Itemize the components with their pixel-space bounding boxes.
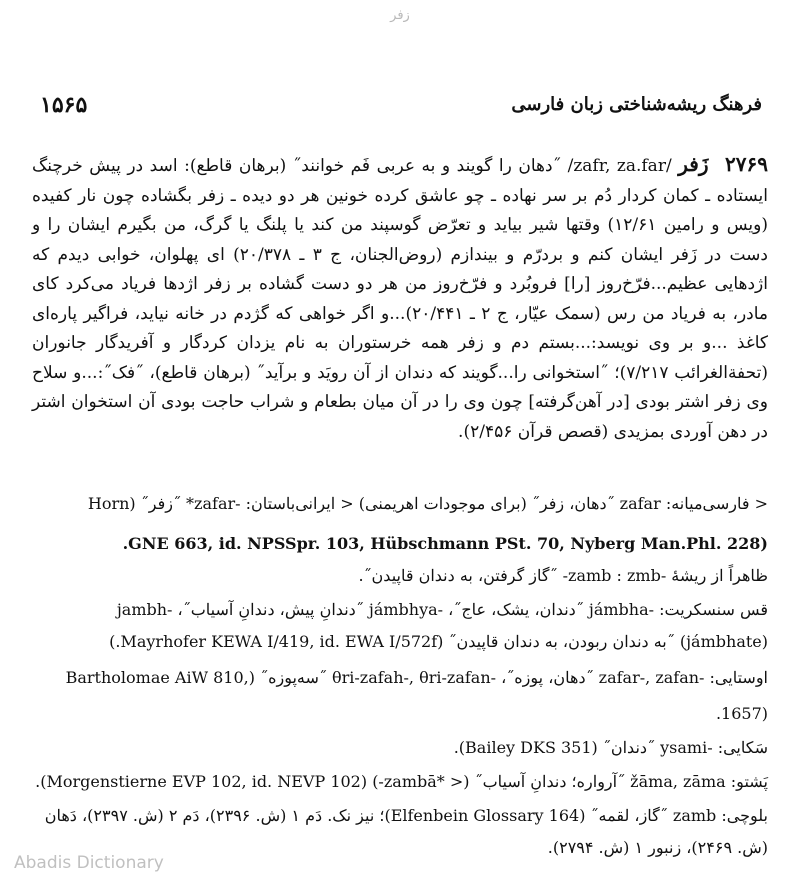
- dictionary-entry: [32, 150, 768, 447]
- etym-middle-persian-refs: (GNE 663, id. NPSSpr. 103, Hübschmann PSt. 70, Nyberg Man.Phl. 228.: [122, 534, 768, 553]
- etym-saka: سَکایی: -ysami ˝دندان˝ (Bailey DKS 351).: [453, 738, 768, 757]
- etym-baluchi: بلوچی: zamb ˝گاز، لقمه˝ (Elfenbein Glossary 164)؛ نیز نک. دَم ۱ (ش. ۲۳۹۶)، دَم ۲ (ش. ۲۳۹۷)، دَهان: [44, 806, 768, 825]
- etym-avestan: اوستایی: -zafar-, zafan ˝دهان، پوزه˝، -θri-zafah-, θri-zafan ˝سه‌پوزه˝ (,Bartholomae AiW 810: [65, 668, 768, 687]
- entry-headword: زَفر: [678, 152, 709, 176]
- page-number: ۱۵۶۵: [40, 92, 88, 118]
- etym-sanskrit-refs: (jámbhate) ˝به دندان ربودن، به دندان قاپیدن˝ (Mayrhofer KEWA I/419, id. EWA I/572f.): [109, 632, 768, 651]
- entry-paragraph: [32, 150, 768, 447]
- etym-avestan-refs: (1657.: [715, 704, 768, 723]
- entry-body: /zafr, za.far/ ˝دهان را گویند و به عربی فَم خوانند˝ (برهان قاطع): اسد در پیش خرچنگ ایستاده ـ کمان کردار دُم بر سر نهاده ـ چو عاشق کرده خونین هر دو دیده ـ زفر بگشاده چون نار کفیده (ویس و رامین ۱۲/۶۱) وقتها شیر بیاید و تعرّض گوسپند من کند یا پلنگ یا گرگ، من بگیرم ایشان را و دست در زَفر ایشان کنم و بردرّم و بیندازم (روض‌الجنان، ج ۳ ـ ۲۰/۳۷۸) ای پهلوان، خوابی دیدم که اژدهایی عظیم...فرّخ‌روز [را] فروبُرد و فرّخ‌روز من هر دو دست گشاده بر زفر اژدها فریاد می‌کرد کای مادر، به فریاد من رس (سمک عیّار، ج ۲ ـ ۲۰/۴۴۱)...و اگر خواهی که گژدم در خانه نیاید، فراگیر پاره‌ای کاغذ ...و بر وی نویسد:...بستم دم و زفر همه خرستوران به نام یزدان کردگار و آفریدگار جانوران (تحفة‌الغرائب ۷/۲۱۷)؛ ˝استخوانی را...گویند که دندان از آن رویَد و برآید˝ (برهان قاطع)، ˝فک˝:...و سلاح وی زفر اشتر بودی [در آهن‌گرفته] چون وی را در آن میان بطعام و شراب حاجت بودی آن استخوان اشتر در دهن آوردی بمزیدی (قصص قرآن ۲/۴۵۶).: [32, 156, 769, 442]
- site-watermark: زفر: [390, 8, 410, 23]
- etym-baluchi-refs: (ش. ۲۴۶۹)، زنبور ۱ (ش. ۲۷۹۴).: [547, 838, 768, 857]
- etym-root: ظاهراً از ریشهٔ -zamb : zmb- ˝گاز گرفتن، به دندان قاپیدن˝.: [358, 566, 768, 585]
- etym-middle-persian: < فارسی‌میانه: zafar ˝دهان، زفر˝ (برای موجودات اهریمنی) < ایرانی‌باستان: -zafar* ˝زفر˝ (Horn: [87, 494, 768, 513]
- abadis-watermark: Abadis Dictionary: [14, 853, 164, 873]
- etym-sanskrit: قس سنسکریت: -jámbha ˝دندان، یشک، عاج˝، -jámbhya ˝دندانِ پیش، دندانِ آسیاب˝، -jambh: [116, 600, 768, 619]
- running-header: فرهنگ ریشه‌شناختی زبان فارسی: [511, 94, 762, 115]
- etym-pashto: پَشتو: žāma, zāma ˝آرواره؛ دندانِ آسیاب˝ (< *zambā-) (Morgenstierne EVP 102, id. NEVP 102).: [35, 772, 768, 791]
- entry-number: ۲۷۶۹: [725, 152, 769, 176]
